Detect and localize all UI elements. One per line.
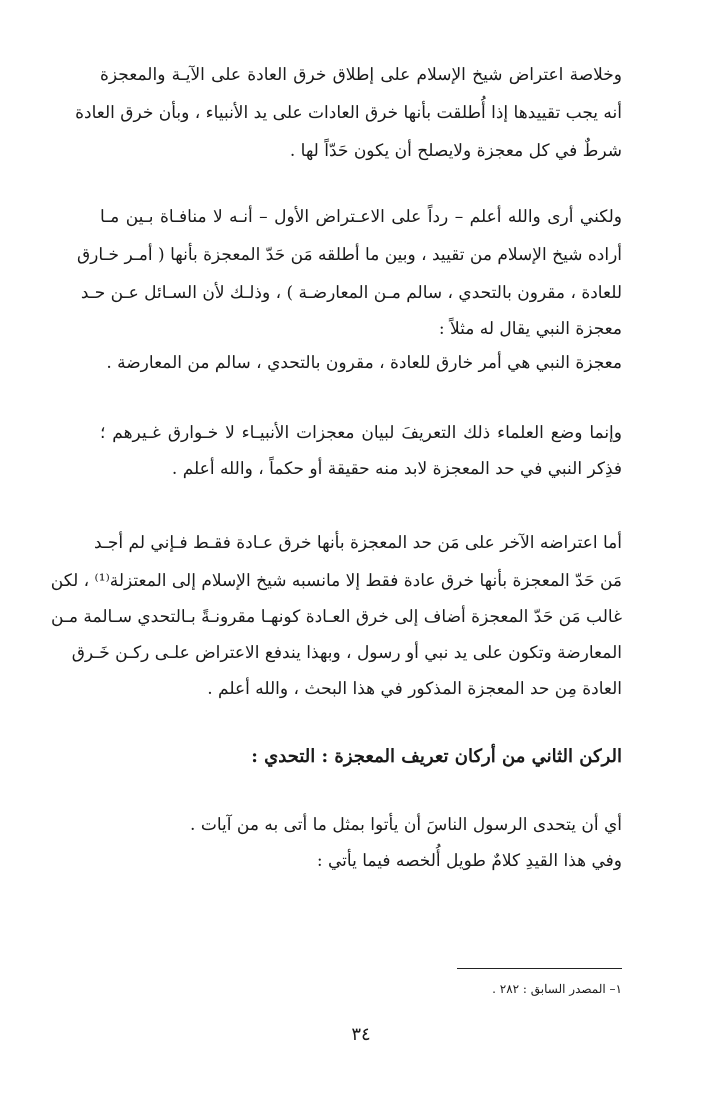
- paragraph-2-line-4: معجزة النبي يقال له مثلاً :: [438, 319, 622, 339]
- footnote-divider: [457, 968, 622, 969]
- paragraph-1-line-3: شرطٌ في كل معجزة ولايصلح أن يكون حَدّاً لها .: [289, 141, 622, 161]
- paragraph-2-line-1: ولكني أرى والله أعلم – رداً على الاعـتراض الأول – أنـه لا منافـاة بـين مـا: [100, 207, 622, 227]
- paragraph-4-line-4: المعارضة وتكون على يد نبي أو رسول ، وبهذا يندفع الاعتراض علـى ركـن خَـرق: [71, 643, 622, 663]
- section-heading: الركن الثاني من أركان تعريف المعجزة : التحدي :: [251, 746, 622, 767]
- paragraph-3-line-2: فذِكر النبي في حد المعجزة لابد منه حقيقة أو حكماً ، والله أعلم .: [171, 459, 622, 479]
- paragraph-1-line-1: وخلاصة اعتراض شيخ الإسلام على إطلاق خرق العادة على الآيـة والمعجزة: [100, 65, 622, 85]
- paragraph-4-line-5: العادة مِن حد المعجزة المذكور في هذا البحث ، والله أعلم .: [207, 679, 622, 699]
- footnote: ١– المصدر السابق : ٢٨٢ .: [492, 982, 622, 996]
- paragraph-2-line-5: معجزة النبي هي أمر خارق للعادة ، مقرون بالتحدي ، سالم من المعارضة .: [106, 353, 622, 373]
- paragraph-1-line-2: أنه يجب تقييدها إذا أُطلقت بأنها خرق العادات على يد الأنبياء ، وبأن خرق العادة: [75, 103, 622, 123]
- paragraph-4-line-3: غالب مَن حَدّ المعجزة أضاف إلى خرق العـادة كونهـا مقرونـةً بـالتحدي سـالمة مـن: [51, 607, 622, 627]
- paragraph-3-line-1: وإنما وضع العلماء ذلك التعريفَ لبيان معجزات الأنبيـاء لا خـوارق غـيرهم ؛: [100, 423, 622, 443]
- paragraph-2-line-3: للعادة ، مقرون بالتحدي ، سالم مـن المعارضـة ) ، وذلـك لأن السـائل عـن حـد: [80, 283, 622, 303]
- paragraph-4-line-1: أما اعتراضه الآخر على مَن حد المعجزة بأنها خرق عـادة فقـط فـإني لم أجـد: [93, 533, 622, 553]
- page-number: ٣٤: [351, 1024, 371, 1045]
- paragraph-5-line-2: وفي هذا القيدِ كلامٌ طويل أُلخصه فيما يأتي :: [316, 851, 622, 871]
- paragraph-4-line-2: مَن حَدّ المعجزة بأنها خرق عادة فقط إلا مانسبه شيخ الإسلام إلى المعتزلة⁽¹⁾ ، لكن: [50, 571, 622, 591]
- paragraph-2-line-2: أراده شيخ الإسلام من تقييد ، وبين ما أطلقه مَن حَدّ المعجزة بأنها ( أمـر خـارق: [76, 245, 622, 265]
- paragraph-5-line-1: أي أن يتحدى الرسول الناسَ أن يأتوا بمثل ما أتى به من آيات .: [190, 815, 622, 835]
